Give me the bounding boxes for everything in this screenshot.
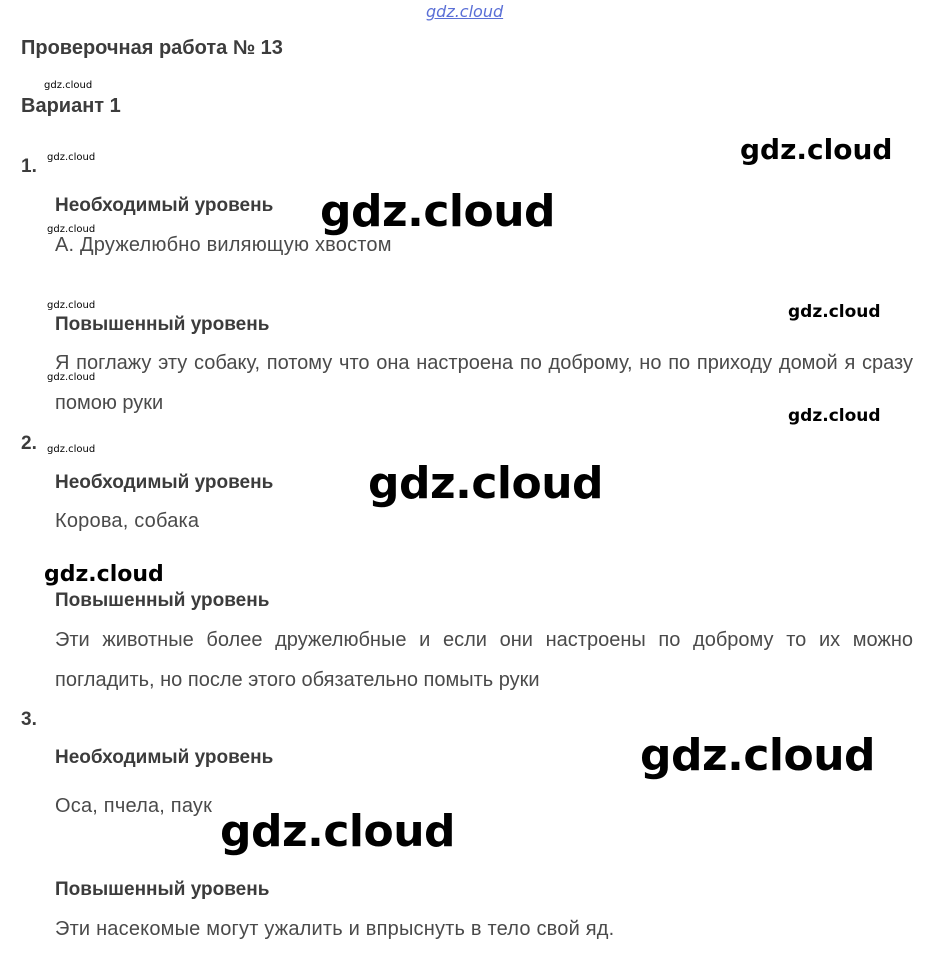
watermark-large: gdz.cloud	[640, 730, 876, 781]
level-label-advanced: Повышенный уровень	[55, 590, 270, 611]
watermark-small: gdz.cloud	[44, 80, 93, 91]
level-label-basic: Необходимый уровень	[55, 747, 274, 768]
watermark-large: gdz.cloud	[220, 806, 456, 857]
watermark-small: gdz.cloud	[47, 444, 96, 455]
watermark-medium: gdz.cloud	[788, 302, 881, 322]
level-label-advanced: Повышенный уровень	[55, 879, 270, 900]
watermark-medium: gdz.cloud	[788, 406, 881, 426]
variant-heading: Вариант 1	[21, 95, 121, 117]
level-label-advanced: Повышенный уровень	[55, 314, 270, 335]
answer-text: А. Дружелюбно виляющую хвостом	[55, 234, 392, 256]
watermark-small: gdz.cloud	[47, 372, 96, 383]
watermark-top-link[interactable]: gdz.cloud	[426, 2, 504, 21]
answer-text: Корова, собака	[55, 510, 200, 532]
task-number: 1.	[21, 156, 37, 177]
watermark-small: gdz.cloud	[47, 152, 96, 163]
answer-text: Эти животные более дружелюбные и если они настроены по доброму то их можно погладить, но после этого обязательно помыть руки	[55, 629, 913, 691]
watermark-small: gdz.cloud	[47, 224, 96, 235]
task-number: 2.	[21, 433, 37, 454]
watermark-small: gdz.cloud	[47, 300, 96, 311]
level-label-basic: Необходимый уровень	[55, 195, 274, 216]
watermark-medium: gdz.cloud	[44, 562, 164, 587]
watermark-large: gdz.cloud	[320, 186, 556, 237]
level-label-basic: Необходимый уровень	[55, 472, 274, 493]
answer-text: Я поглажу эту собаку, потому что она настроена по доброму, но по приходу домой я сразу помою руки	[55, 352, 913, 414]
task-number: 3.	[21, 709, 37, 730]
answer-text: Эти насекомые могут ужалить и впрыснуть в тело свой яд.	[55, 918, 615, 940]
watermark-medium: gdz.cloud	[740, 133, 893, 166]
watermark-large: gdz.cloud	[368, 458, 604, 509]
page-title: Проверочная работа № 13	[21, 37, 283, 59]
answer-text: Оса, пчела, паук	[55, 795, 213, 817]
